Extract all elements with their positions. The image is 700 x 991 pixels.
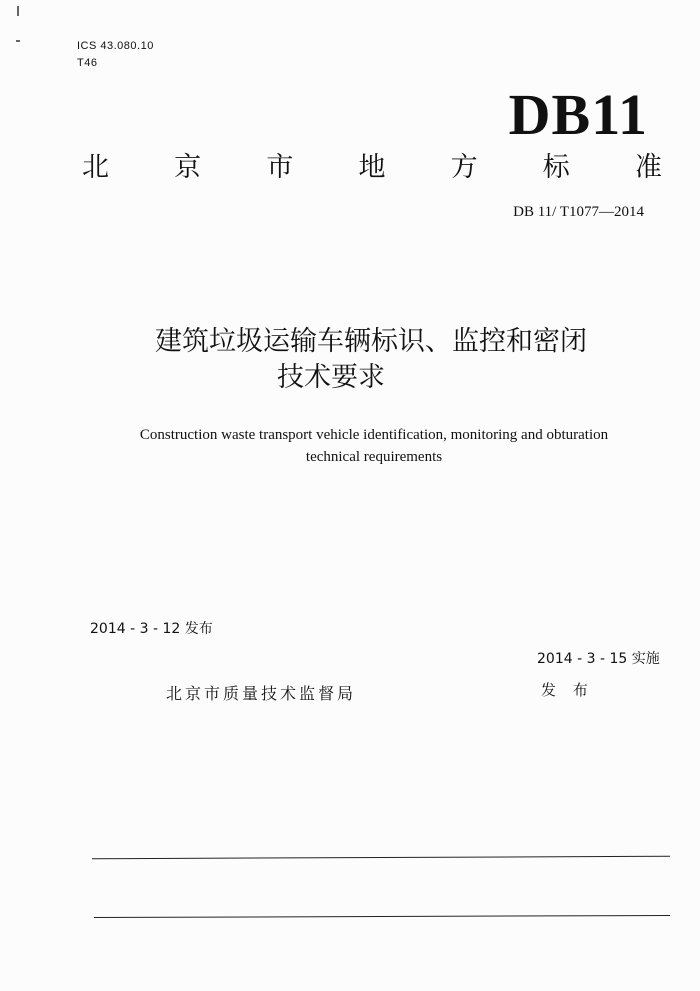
issuing-authority: 北京市质量技术监督局 — [166, 684, 357, 703]
implement-date: 2014 - 3 - 15 实施 — [537, 651, 660, 667]
standard-type-char: 市 — [266, 152, 294, 183]
divider-line — [94, 915, 670, 918]
standard-type-char: 准 — [634, 152, 662, 183]
title-english-line1: Construction waste transport vehicle identification, monitoring and obturation — [139, 427, 609, 443]
standard-type-char: 方 — [450, 152, 478, 183]
classification-code: T46 — [77, 57, 98, 69]
ics-code: ICS 43.080.10 — [77, 40, 154, 52]
title-chinese-line1: 建筑垃圾运输车辆标识、监控和密闭 — [155, 326, 587, 357]
title-chinese — [0, 324, 700, 396]
standard-type-char: 京 — [174, 152, 202, 183]
scan-mark — [17, 6, 19, 16]
title-english — [0, 424, 700, 468]
title-english-line2: technical requirements — [305, 449, 443, 465]
standard-type-char: 北 — [82, 152, 109, 183]
standard-number: DB 11/ T1077—2014 — [513, 204, 644, 220]
standard-type-char: 标 — [542, 152, 570, 183]
divider-line — [92, 856, 670, 860]
issue-label: 发 布 — [541, 681, 594, 699]
classification-block — [77, 38, 154, 72]
scan-mark — [16, 40, 20, 42]
title-chinese-line2: 技术要求 — [277, 362, 385, 393]
standard-type-char: 地 — [358, 152, 386, 183]
standard-type — [82, 154, 662, 181]
db-logo: DB11 — [508, 82, 648, 147]
issue-date: 2014 - 3 - 12 发布 — [90, 621, 213, 637]
